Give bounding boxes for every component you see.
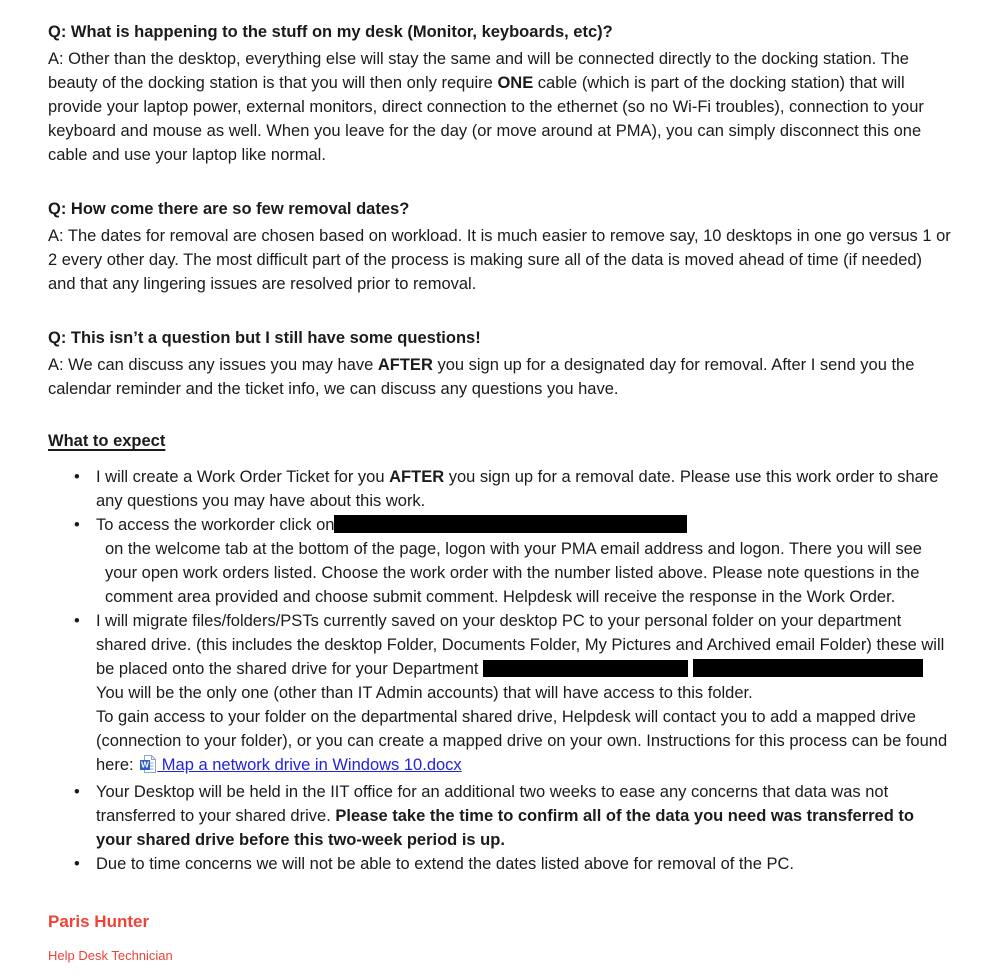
doc-link[interactable]: Map a network drive in Windows 10.docx [157,756,462,774]
text-run: A: We can discuss any issues you may have [48,356,378,374]
text-run: To access the workorder click on [96,516,335,534]
bullet-paragraph [96,852,954,876]
bullet-dot: • [74,468,80,486]
qa-section [48,20,954,167]
text-run: Due to time concerns we will not be able to extend the dates listed above for removal of the PC. [96,855,794,873]
bold-run: AFTER [377,356,433,374]
text-run: You will be the only one (other than IT Admin accounts) that will have access to this folder. [96,684,753,702]
signature-title: Help Desk Technician [48,948,173,963]
word-icon[interactable] [140,755,156,780]
redaction-bar [693,659,923,677]
svg-text:W: W [141,759,150,770]
bullet-paragraph [105,537,954,609]
section-heading-text: What to expect [48,432,166,450]
bullet-paragraph [96,705,954,780]
text-run: A: The dates for removal are chosen based on workload. It is much easier to remove say, 10 desktops in one go versus 1 or 2 every other day. The most difficult part of the process is making sure all of the data is moved ahead of time (if needed) and that any lingering issues are resolved prior to removal. [48,227,951,293]
bullet-item [74,513,954,609]
signature-block [48,910,954,968]
redaction-bar [334,515,687,533]
signature-name: Paris Hunter [48,912,150,931]
answer-paragraph [48,353,954,401]
bullet-paragraph [96,513,954,537]
text-run: on the welcome tab at the bottom of the page, logon with your PMA email address and logon. There you will see your open work orders listed. Choose the work order with the number listed above. Please note questions in the comment area provided and choose submit comment. Helpdesk will receive the response in the Work Order. [105,540,922,606]
bullet-paragraph [96,465,954,513]
bullet-item [74,465,954,513]
bullet-item [74,852,954,876]
question-line: Q: How come there are so few removal dates? [48,200,410,218]
answer-paragraph [48,47,954,167]
bullet-dot: • [74,783,80,801]
question-line: Q: This isn’t a question but I still have some questions! [48,329,481,347]
bullet-list [48,465,954,876]
bullet-paragraph [96,780,954,852]
qa-sections [48,20,954,401]
text-run: To gain access to your folder on the departmental shared drive, Helpdesk will contact you to add a mapped drive (connection to your folder), or you can create a mapped drive on your own. Instructions for this process can be found here: [96,708,948,774]
bullet-item [74,780,954,852]
text-run: I will create a Work Order Ticket for you [96,468,390,486]
redaction-bar [483,660,688,677]
bold-run: AFTER [389,468,445,486]
text-run: cable (which is part of the docking station) that will provide your laptop power, external monitors, direct connection to the ethernet (so no Wi-Fi troubles), connection to your keyboard and mouse as well. When you leave for the day (or move around at PMA), you can simply disconnect this one cable and use your laptop like normal. [48,74,924,164]
bullet-dot: • [74,855,80,873]
text-run: you sign up for a designated day for removal. After I send you the calendar reminder and the ticket info, we can discuss any questions you have. [48,356,915,398]
bold-run: ONE [497,74,534,92]
bullet-item [74,609,954,780]
bold-run: Please take the time to confirm all of the data you need was transferred to your shared drive before this two-week period is up. [96,807,914,849]
bullet-dot: • [74,612,80,630]
answer-paragraph [48,224,954,296]
text-run: you sign up for a removal date. Please use this work order to share any questions you may have about this work. [96,468,939,510]
bullet-dot: • [74,516,80,534]
bullet-paragraph [96,609,954,705]
qa-section [48,197,954,296]
section-heading [48,429,954,453]
question-line: Q: What is happening to the stuff on my desk (Monitor, keyboards, etc)? [48,23,613,41]
text-run: I will migrate files/folders/PSTs currently saved on your desktop PC to your personal folder on your department shared drive. (this includes the desktop Folder, Documents Folder, My Pictures and Archived email Folder) these will be placed onto the shared drive for your Department [96,612,945,678]
qa-section [48,326,954,401]
text-run: Your Desktop will be held in the IIT office for an additional two weeks to ease any concerns that data was not transferred to your shared drive. [96,783,889,825]
text-run: A: Other than the desktop, everything else will stay the same and will be connected directly to the docking station. The beauty of the docking station is that you will then only require [48,50,909,92]
